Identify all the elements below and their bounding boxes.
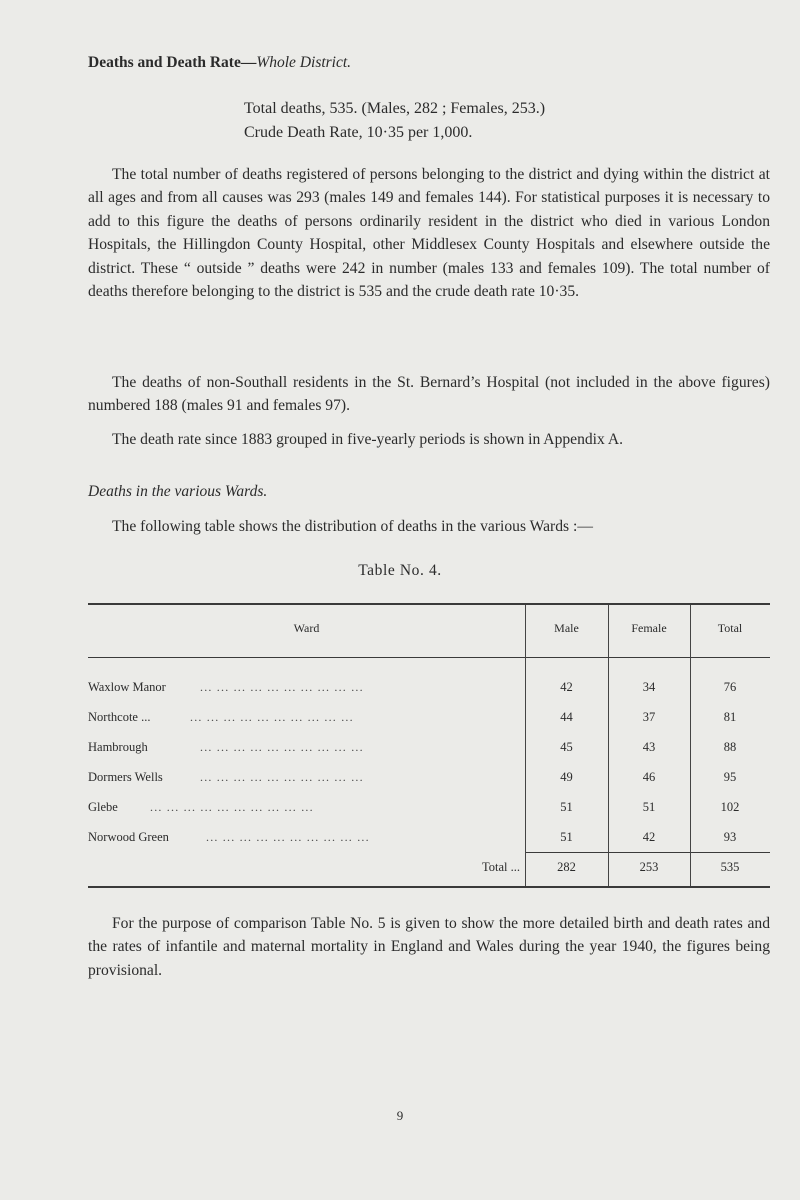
female-count: 46 [642, 770, 656, 784]
male-total: 282 [557, 860, 576, 874]
page-number: 9 [396, 1108, 404, 1123]
table-title: Table No. 4. [358, 562, 442, 579]
grand-total: 535 [720, 860, 740, 874]
male-count: 49 [560, 770, 573, 784]
table-top-rule [88, 603, 770, 605]
leader-dots: ... ... ... ... ... ... ... ... ... ... [150, 800, 314, 814]
ward-name: Hambrough [88, 740, 148, 754]
male-count: 42 [560, 680, 573, 694]
table-total-rule [525, 852, 770, 853]
male-count: 51 [560, 800, 573, 814]
crude-death-rate-line: Crude Death Rate, 10·35 per 1,000. [244, 124, 473, 141]
wards-intro: The following table shows the distribution of deaths in the various Wards :— [112, 518, 593, 535]
female-count: 37 [642, 710, 656, 724]
female-count: 42 [642, 830, 656, 844]
total-count: 95 [723, 770, 737, 784]
section-heading [88, 54, 351, 72]
leader-dots: ... ... ... ... ... ... ... ... ... ... [200, 770, 364, 784]
header-male: Male [554, 621, 579, 635]
male-count: 44 [560, 710, 573, 724]
table-header-rule [88, 657, 770, 658]
header-total: Total [717, 621, 743, 635]
paragraph-total-deaths: The total number of deaths registered of persons belonging to the district and dying within the district at all ages and from all causes was 293 (males 149 and females 144). For statistical purposes it is necessary to add to this figure the deaths of persons ordinarily resident in the district who died in various London Hospitals, the Hillingdon County Hospital, other Middlesex County Hospitals and elsewhere outside the district. These “ outside ” deaths were 242 in number (males 133 and females 109). The total number of deaths therefore belonging to the district is 535 and the crude death rate 10·35. [88, 166, 770, 301]
female-count: 51 [642, 800, 656, 814]
header-female: Female [631, 621, 667, 635]
total-count: 81 [723, 710, 737, 724]
total-label: Total ... [481, 860, 520, 874]
paragraph-non-southall: The deaths of non-Southall residents in the St. Bernard’s Hospital (not included in the above figures) numbered 188 (males 91 and females 97). [88, 374, 770, 415]
total-count: 93 [723, 830, 737, 844]
table-bottom-rule [88, 886, 770, 888]
total-count: 102 [720, 800, 740, 814]
ward-name: Waxlow Manor [88, 680, 166, 694]
paragraph-appendix: The death rate since 1883 grouped in five-yearly periods is shown in Appendix A. [112, 431, 624, 448]
total-deaths-line: Total deaths, 535. (Males, 282 ; Females, 253.) [244, 100, 546, 117]
leader-dots: ... ... ... ... ... ... ... ... ... ... [200, 680, 364, 694]
female-count: 34 [642, 680, 656, 694]
leader-dots: ... ... ... ... ... ... ... ... ... ... [200, 740, 364, 754]
female-count: 43 [642, 740, 656, 754]
total-count: 76 [723, 680, 737, 694]
ward-name: Norwood Green [88, 830, 169, 844]
header-ward: Ward [293, 621, 320, 635]
total-count: 88 [723, 740, 737, 754]
ward-name: Northcote ... [88, 710, 151, 724]
male-count: 45 [560, 740, 573, 754]
wards-heading: Deaths in the various Wards. [88, 483, 268, 500]
section-heading-main: Deaths and Death Rate— [88, 54, 257, 71]
ward-name: Glebe [88, 800, 118, 814]
section-heading-sub: Whole District. [256, 54, 352, 71]
male-count: 51 [560, 830, 573, 844]
ward-name: Dormers Wells [88, 770, 163, 784]
female-total: 253 [639, 860, 659, 874]
paragraph-comparison: For the purpose of comparison Table No. 5 is given to show the more detailed birth and death rates and the rates of infantile and maternal mortality in England and Wales during the year 1940, the figures being provisional. [88, 915, 770, 979]
leader-dots: ... ... ... ... ... ... ... ... ... ... [190, 710, 354, 724]
leader-dots: ... ... ... ... ... ... ... ... ... ... [206, 830, 370, 844]
